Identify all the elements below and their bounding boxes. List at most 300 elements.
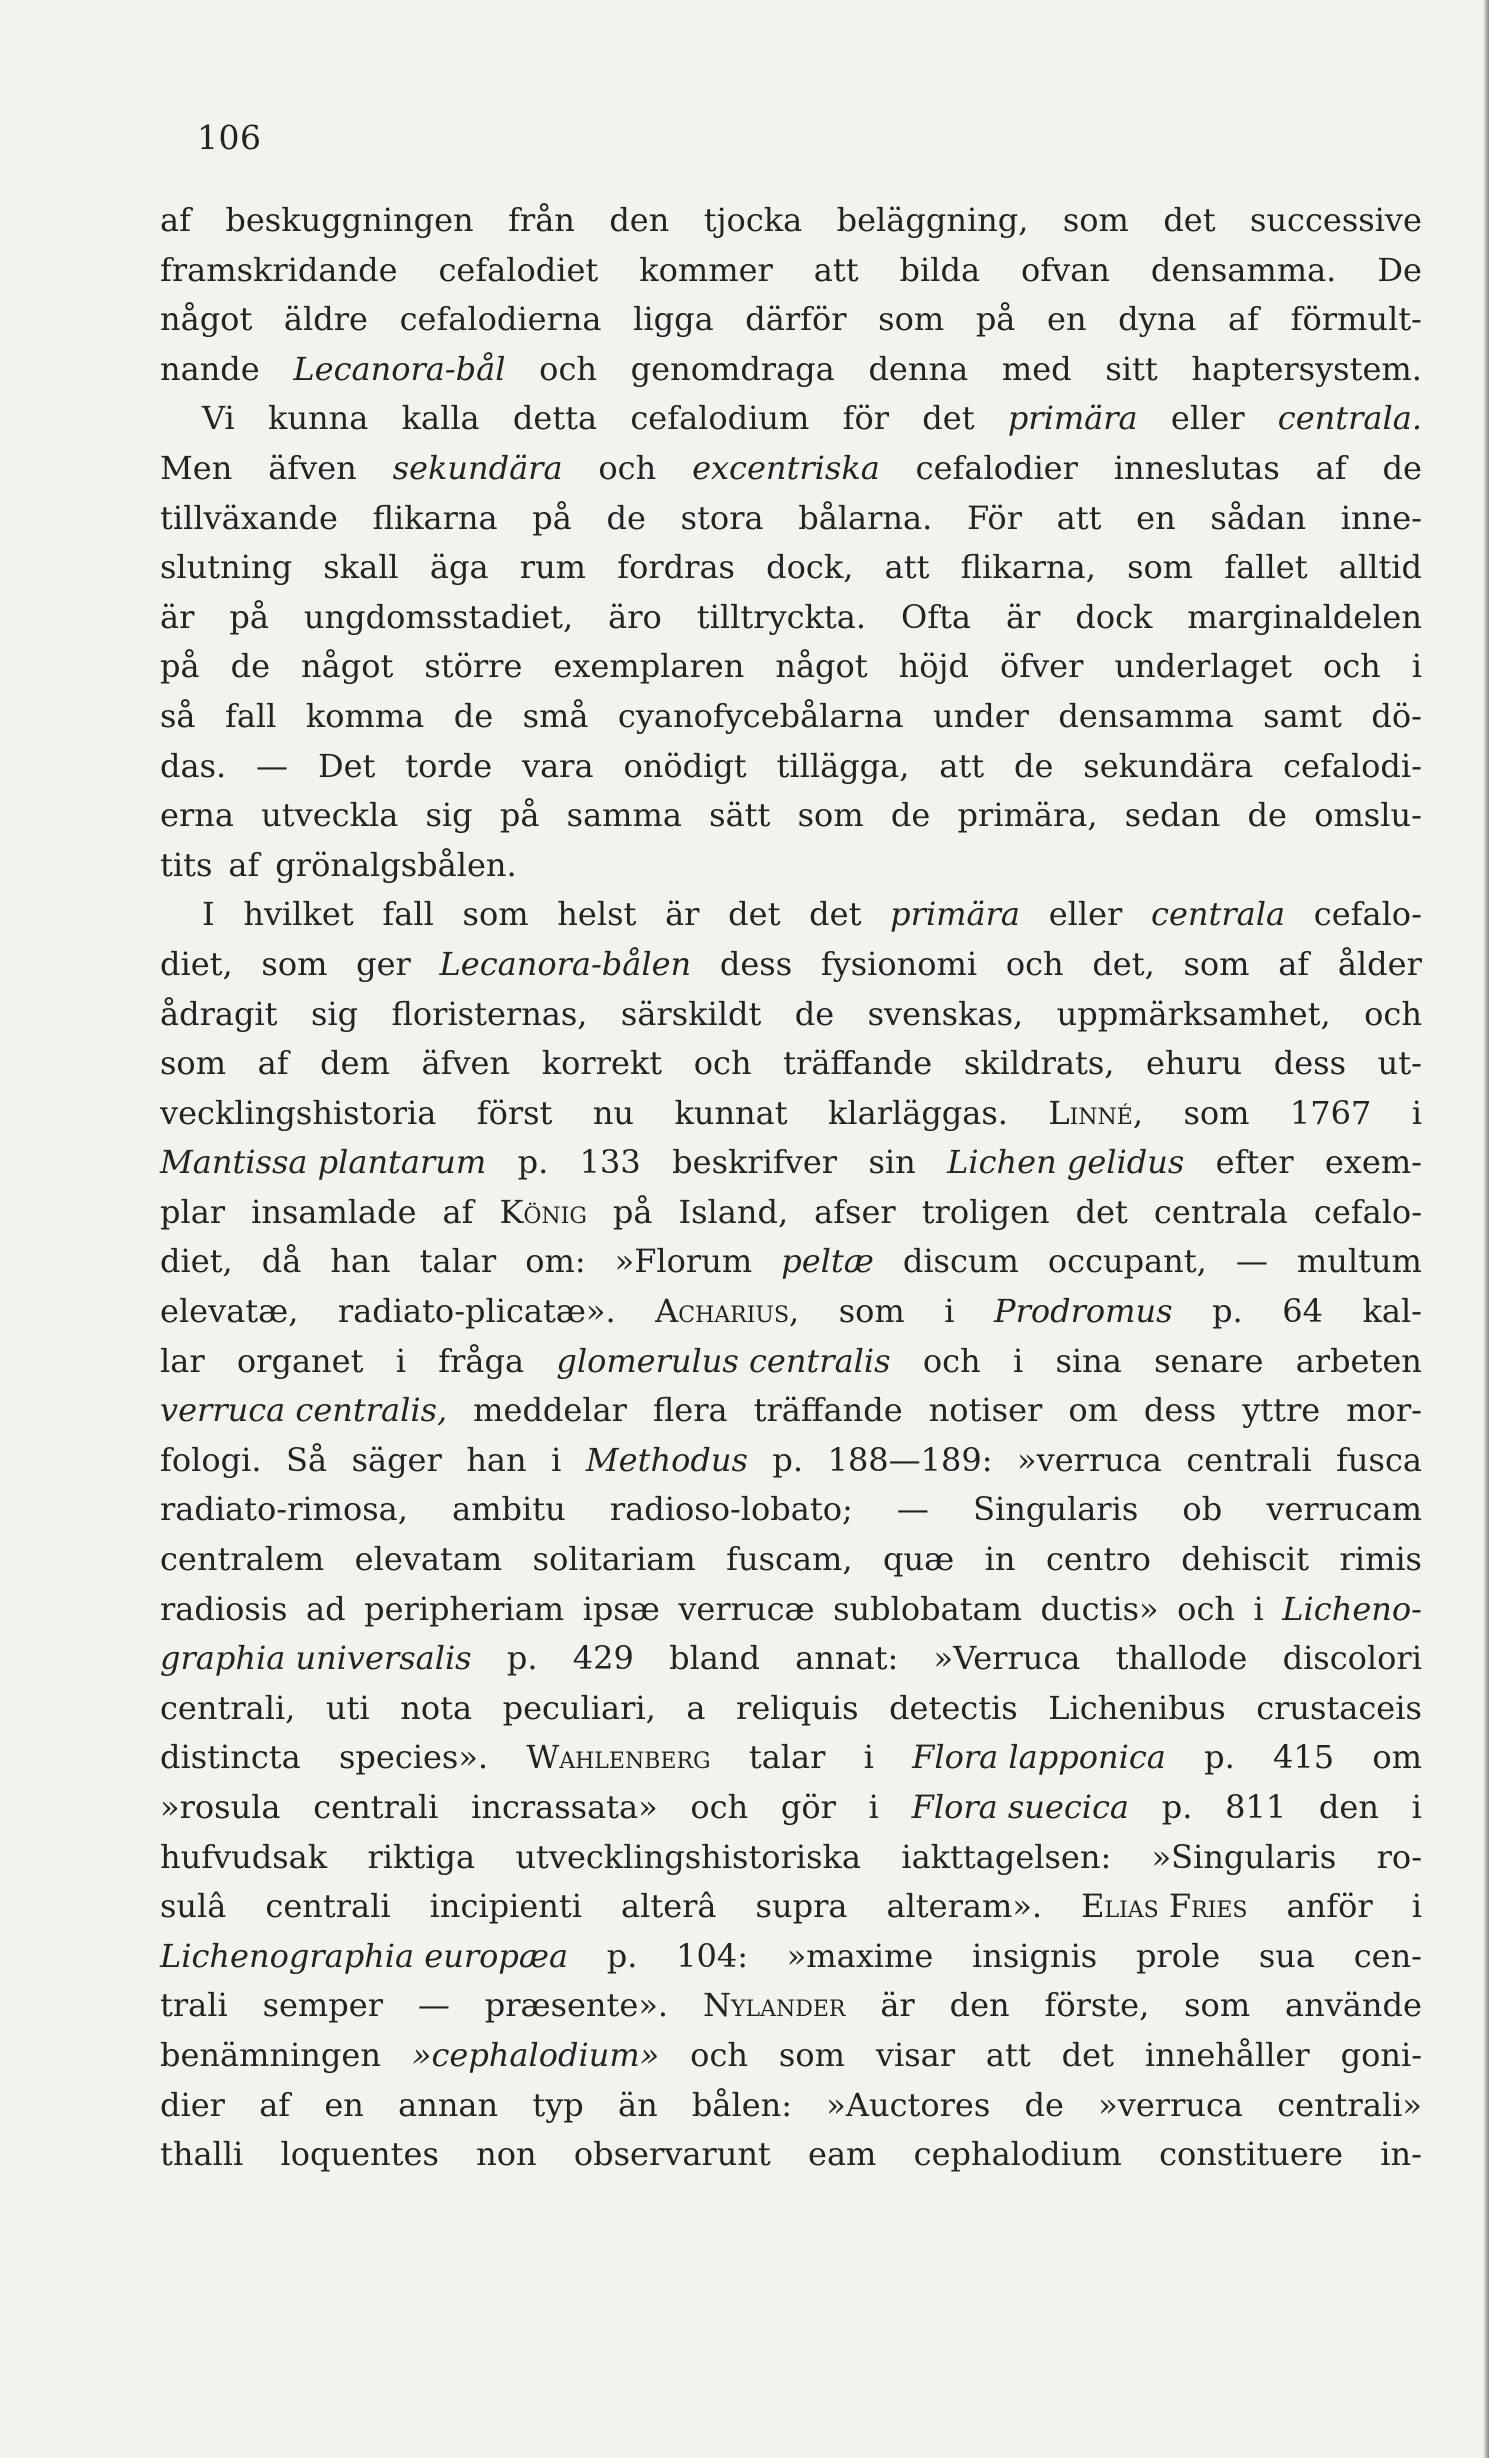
word: »Auctores [826,2085,991,2124]
word: in- [1380,2135,1422,2174]
word: en [324,2085,364,2124]
word: han [330,1242,391,1281]
text-line [160,742,1422,792]
word: Lichenibus [1048,1688,1226,1727]
word: eam [808,2135,877,2174]
italic-word: sekundära [392,448,563,487]
word: annat: [795,1639,899,1678]
word: cefalo- [1313,895,1422,934]
italic-word: Flora suecica [911,1788,1129,1826]
word: på [160,647,200,686]
word: i [1411,1093,1422,1132]
word: — [896,1490,929,1529]
word: underlaget [1114,647,1292,686]
text-line [160,2081,1422,2131]
word: ungdomsstadiet, [303,597,574,636]
word: centrala [1153,1192,1288,1231]
word: att [939,746,985,785]
word: de [1013,746,1054,785]
word: ambitu [452,1490,566,1529]
word: och [1005,944,1064,983]
word: insamlade [251,1192,417,1231]
word: på [532,498,572,537]
text-line [160,841,1422,891]
text-line [160,1237,1422,1287]
word: beläggning, [836,201,1029,239]
word: flikarna, [960,548,1096,587]
word: kunna [268,399,369,438]
word: att [813,250,859,289]
word: floristernas, [391,994,588,1033]
text-line [160,1138,1422,1188]
word: på [229,597,269,636]
word: de [794,994,835,1033]
word: thallode [1115,1639,1248,1678]
word: de [1247,796,1287,835]
word: som [160,1044,227,1083]
word: talar [748,1738,826,1777]
text-line [160,1039,1422,1089]
word: peripheriam [364,1589,565,1628]
word: är [160,597,195,636]
word: skildrats, [963,1044,1115,1083]
word: i [1253,1589,1264,1628]
word: det [1163,201,1216,239]
word: är [880,1986,915,2025]
word: — [1235,1242,1268,1281]
word: flera [652,1391,728,1430]
word: 133 [579,1143,641,1182]
word: dock [1075,597,1153,636]
word: centrali [313,1788,439,1826]
word: semper [262,1986,383,2025]
italic-word: Lichen gelidus [947,1143,1185,1182]
word: af [1228,300,1259,339]
word: af [228,845,260,884]
word: helst [557,895,637,934]
word: Singularis [973,1490,1139,1529]
word: sig [425,796,473,835]
word: dem [320,1044,390,1083]
word: af [257,1044,289,1083]
word: och [1177,1589,1235,1628]
text-line [160,494,1422,544]
text-line [160,1436,1422,1486]
word: då [261,1242,302,1281]
word: tillägga, [776,746,910,785]
word: för [842,399,889,438]
word: som [838,1292,905,1331]
word: efter [1215,1143,1294,1182]
word: denna [868,349,969,388]
text-line [160,692,1422,742]
text-line [160,1783,1422,1833]
word: förmult- [1290,300,1422,339]
word: hufvudsak [160,1837,328,1876]
text-line [160,1485,1422,1535]
word: af [442,1192,474,1231]
word: inne- [1340,498,1422,537]
word: dock, [766,548,854,587]
word: fråga [438,1341,525,1380]
word: Ofta [900,597,971,636]
word: af [1278,944,1310,983]
word: kalla [401,399,480,438]
italic-word: glomerulus centralis [556,1341,891,1380]
word: fordras [617,548,735,587]
word: densamma. [1150,250,1337,289]
word: det [1075,1192,1128,1231]
text-line [160,1981,1422,2031]
word: dö- [1371,696,1422,735]
word: särskildt [620,994,762,1033]
word: ut- [1377,1044,1422,1083]
body-text [160,196,1422,2180]
word: centrali [1186,1440,1312,1479]
word: »Florum [614,1242,753,1281]
word: alterâ [621,1887,717,1926]
word: en [1047,300,1087,339]
word: I [202,895,215,934]
word: svenskas, [867,994,1024,1033]
word: Men [160,448,233,487]
word: ro- [1376,1837,1422,1876]
word: non [476,2135,537,2174]
word: därför [745,300,847,339]
text-line [160,394,1422,444]
word: ehuru [1146,1044,1243,1083]
word: »rosula [160,1788,281,1826]
text-line [160,2031,1422,2081]
word: præsente». [484,1986,669,2025]
word: äro [608,597,662,636]
word: 104: [676,1936,748,1975]
word: crustaceis [1256,1688,1422,1727]
word: vecklingshistoria [160,1093,437,1132]
word: af [259,2085,291,2124]
word: centrali» [1277,2085,1422,2124]
word: bålarna. [798,498,933,537]
text-line [160,593,1422,643]
word: som [1183,1093,1250,1132]
word: framskridande [160,250,398,289]
text-line [160,295,1422,345]
text-line [160,1932,1422,1982]
word: »Verruca [933,1639,1081,1678]
word: rimis [1339,1540,1422,1579]
word: »maxime [786,1936,934,1975]
word: p. [506,1639,538,1678]
word: de [1382,448,1422,487]
text-line [160,1386,1422,1436]
word: anför [1286,1887,1373,1926]
word: som [1183,944,1250,983]
word: i [551,1440,562,1479]
word: nu [592,1093,635,1132]
text-line [160,1585,1422,1635]
word: i [1411,1788,1422,1826]
word: sua [1258,1936,1315,1975]
word: cefalodium [630,399,810,438]
word: som [797,796,864,835]
word: a [686,1688,706,1727]
word: kunnat [674,1093,788,1132]
word: De [1377,250,1422,289]
word: som [878,300,945,339]
word: discum [902,1242,1019,1281]
word: p. [1161,1788,1193,1826]
word: cefalodiet [438,250,599,289]
italic-word: Lecanora-bålen [439,944,692,983]
word: på [612,1192,653,1231]
text-line [160,890,1422,940]
word: de [453,696,494,735]
word: occupant, [1047,1242,1207,1281]
word: gör [780,1788,836,1826]
word: sitt [1105,349,1158,388]
word: han [466,1440,527,1479]
word: dier [160,2085,225,2124]
word: onödigt [623,746,747,785]
word: tjocka [703,201,803,239]
word: ger [356,944,411,983]
word: nande [160,349,260,388]
word: fall [224,696,277,735]
word: ofvan [1021,250,1110,289]
word: mor- [1346,1391,1422,1430]
word: och [1364,994,1422,1033]
word: 811 [1225,1788,1287,1826]
word: och [690,2035,748,2074]
word: 415 [1273,1738,1335,1777]
word: incrassata» [471,1788,658,1826]
word: fologi. [160,1440,262,1479]
text-line [160,1833,1422,1883]
word: benämningen [160,2035,381,2074]
small-caps-name: Linné, [1048,1093,1144,1132]
word: sulâ [160,1887,227,1926]
word: sekundära [1083,746,1254,785]
italic-word: verruca centralis, [160,1391,448,1430]
word: diet, [160,944,233,983]
word: centralem [160,1540,325,1579]
word: beskuggningen [225,201,474,239]
word: centrali [265,1887,391,1926]
word: plar [160,1192,226,1231]
word: omslu- [1314,796,1422,835]
word: komma [305,696,425,735]
word: ductis» [1040,1589,1159,1628]
word: under [932,696,1029,735]
word: centrali, [160,1688,296,1727]
word: med [1001,349,1072,388]
word: i [1411,1887,1422,1926]
word: successive [1250,201,1422,239]
word: om [1372,1738,1422,1777]
word: som [778,2035,845,2074]
word: den [1318,1788,1379,1826]
word: att [1056,498,1102,537]
word: centro [1045,1540,1151,1579]
page-number: 106 [197,118,262,157]
word: de [230,647,270,686]
word: loquentes [280,2135,439,2174]
word: något [775,647,868,686]
word: supra [755,1887,848,1926]
word: thalli [160,2135,244,2174]
italic-word: graphia universalis [160,1639,472,1678]
word: För [966,498,1022,537]
word: innehåller [1144,2035,1310,2074]
word: det [1061,2035,1114,2074]
word: rum [519,548,587,587]
italic-word: »cephalodium» [411,2035,660,2074]
text-line [160,1337,1422,1387]
word: fusca [1336,1440,1422,1479]
word: insignis [971,1936,1098,1975]
word: genomdraga [630,349,835,388]
text-line [160,444,1422,494]
word: visar [875,2035,955,2074]
word: exem- [1324,1143,1422,1182]
word: 1767 [1289,1093,1372,1132]
word: i [863,1738,874,1777]
word: riktiga [367,1837,476,1876]
word: skall [323,548,399,587]
word: en [1136,498,1176,537]
word: om [1068,1391,1118,1430]
word: sig [310,994,359,1033]
word: beskrifver [672,1143,838,1182]
word: detectis [889,1688,1018,1727]
text-line [160,791,1422,841]
word: cefalodi- [1283,746,1422,785]
word: i [395,1341,406,1380]
word: Så [286,1440,328,1479]
word: i [1012,1341,1024,1380]
word: cefalo- [1313,1192,1422,1231]
word: arbeten [1295,1341,1422,1380]
text-line [160,990,1422,1040]
word: yttre [1242,1391,1321,1430]
word: kal- [1362,1292,1422,1331]
word: reliquis [736,1688,859,1727]
word: det [809,895,862,934]
word: använde [1285,1986,1422,2025]
text-line [160,940,1422,990]
word: sin [868,1143,916,1182]
word: och [922,1341,981,1380]
word: species». [338,1738,489,1777]
word: detta [512,399,598,438]
word: cyanofycebålarna [617,696,904,735]
word: organet [236,1341,364,1380]
word: bland [669,1639,760,1678]
word: erna [160,796,234,835]
word: dehiscit [1181,1540,1309,1579]
word: dess [1273,1044,1346,1083]
word: på [975,300,1016,339]
word: och [598,448,657,487]
text-line [160,246,1422,296]
word: och [1322,647,1381,686]
word: kommer [639,250,773,289]
word: eller [1048,895,1123,934]
text-line [160,543,1422,593]
word: troligen [921,1192,1050,1231]
word: meddelar [473,1391,627,1430]
word: sublobatam [833,1589,1022,1628]
word: »verruca [1017,1440,1162,1479]
word: trali [160,1986,228,2025]
word: tits [160,845,213,884]
word: quæ [883,1540,955,1579]
word: större [424,647,523,686]
word: distincta [160,1738,301,1777]
word: grönalgsbålen. [275,845,517,884]
italic-word: Lecanora-bål [293,349,506,388]
word: ådragit [160,994,278,1033]
text-line [160,1733,1422,1783]
word: dess [1143,1391,1217,1430]
word: och [539,349,597,388]
word: solitariam [532,1540,696,1579]
word: das. [160,746,227,785]
word: samt [1263,696,1342,735]
word: Vi [202,399,235,438]
small-caps-name: Nylander [702,1986,846,2025]
word: träffande [783,1044,933,1083]
small-caps-name: Elias Fries [1081,1887,1248,1926]
word: 64 [1282,1292,1323,1331]
word: alltid [1338,548,1422,587]
word: att [985,2035,1031,2074]
text-line [160,345,1422,395]
word: p. [517,1143,549,1182]
word: äga [429,548,489,587]
word: den [609,201,670,239]
word: och [690,1788,749,1826]
word: diet, [160,1242,233,1281]
small-caps-name: König [499,1192,587,1231]
word: ipsæ [582,1589,660,1628]
word: det, [1092,944,1155,983]
word: är [1005,597,1041,636]
word: af [160,201,191,239]
word: korrekt [541,1044,663,1083]
word: tilltryckta. [696,597,866,636]
word: så [160,696,196,735]
text-line [160,1535,1422,1585]
word: ålder [1337,944,1422,983]
text-line [160,1089,1422,1139]
word: träffande [753,1391,903,1430]
word: i [944,1292,955,1331]
text-line [160,1188,1422,1238]
text-line [160,1634,1422,1684]
word: »Singularis [1151,1837,1337,1876]
word: äldre [283,300,368,339]
word: »verruca [1098,2085,1243,2124]
word: — [256,746,289,785]
word: än [618,2085,658,2124]
word: från [508,201,575,239]
word: torde [405,746,493,785]
word: Island, [678,1192,789,1231]
word: lar [160,1341,205,1380]
page-edge-shadow [1483,0,1489,2458]
word: af [1315,448,1347,487]
